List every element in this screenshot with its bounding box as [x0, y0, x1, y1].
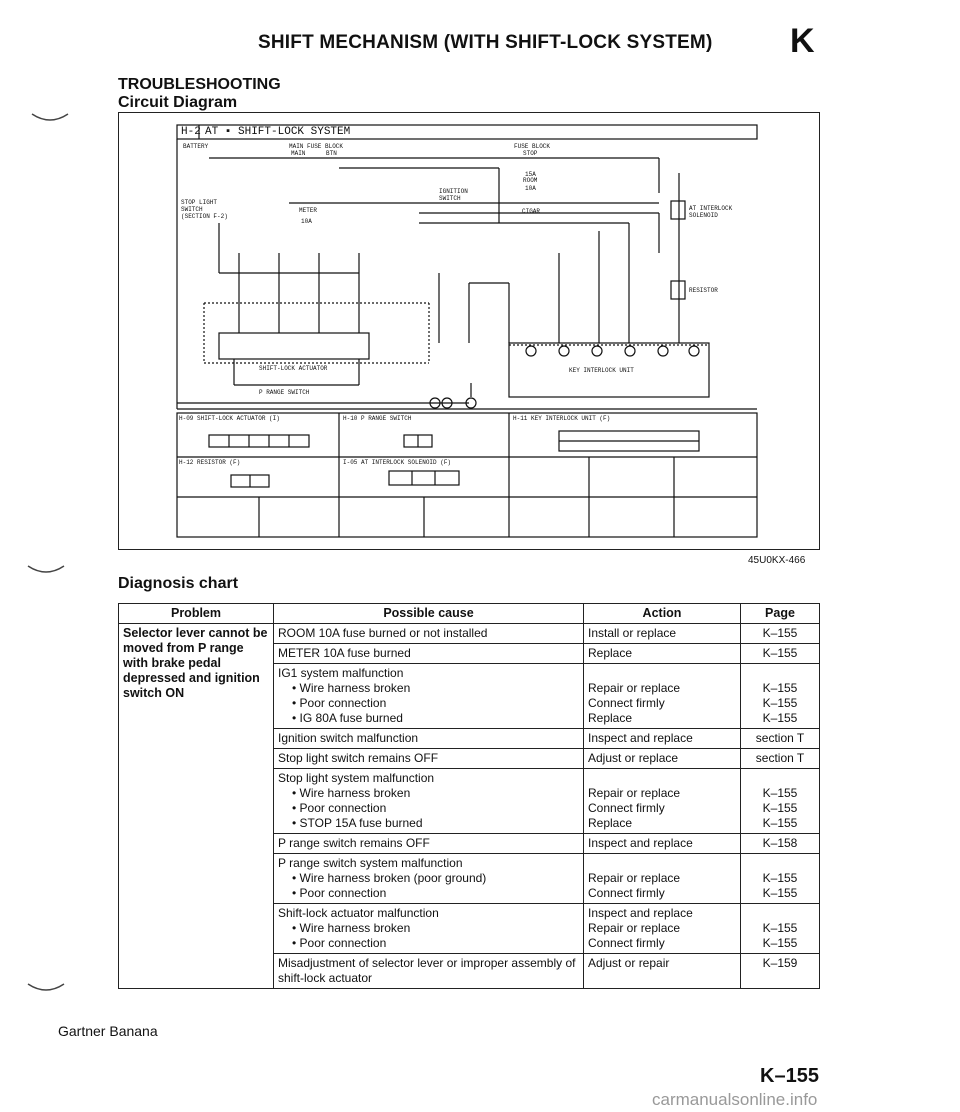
action-cell: Inspect and replace	[584, 729, 741, 749]
table-row	[119, 624, 820, 644]
list-item: • IG 80A fuse burned	[292, 711, 579, 726]
label-stop: STOP	[523, 150, 538, 157]
page-text: K–155	[762, 681, 798, 695]
margin-mark	[30, 108, 70, 128]
action-cell	[584, 664, 741, 729]
cause-bullets	[278, 921, 579, 951]
column-header: Problem	[119, 604, 274, 624]
page-cell: K–158	[741, 834, 820, 854]
site-watermark: carmanualsonline.info	[652, 1090, 818, 1109]
page-text: K–155	[762, 921, 798, 935]
wiring-schematic	[119, 113, 819, 549]
page-cell: K–155	[741, 624, 820, 644]
action-text: Connect firmly	[588, 696, 665, 710]
cause-text: IG1 system malfunction	[278, 666, 404, 680]
watermark-text: Gartner Banana	[58, 1023, 158, 1039]
diagnosis-heading: Diagnosis chart	[118, 575, 239, 592]
label-key-unit: KEY INTERLOCK UNIT	[569, 367, 634, 374]
list-item: • Wire harness broken (poor ground)	[292, 871, 579, 886]
cause-text: Shift-lock actuator malfunction	[278, 906, 439, 920]
label-conn-i05: I-05 AT INTERLOCK SOLENOID (F)	[343, 459, 452, 466]
label-stop-light: STOP LIGHT SWITCH (SECTION F-2)	[181, 199, 228, 220]
label-conn-h09: H-09 SHIFT-LOCK ACTUATOR (I)	[179, 415, 280, 422]
label-meter: METER	[299, 207, 318, 214]
problem-cell: Selector lever cannot be moved from P range with brake pedal depressed and ignition switch ON	[119, 624, 274, 989]
margin-mark	[26, 560, 66, 580]
page-cell: section T	[741, 729, 820, 749]
label-actuator: SHIFT-LOCK ACTUATOR	[259, 365, 328, 372]
section-letter: K	[790, 22, 815, 60]
action-text: Replace	[588, 816, 633, 830]
label-meter-amp: 10A	[301, 218, 312, 225]
troubleshooting-heading: TROUBLESHOOTING	[118, 76, 281, 93]
page-text: K–155	[762, 936, 798, 950]
page-cell: K–159	[741, 954, 820, 989]
action-cell: Inspect and replace	[584, 834, 741, 854]
cause-cell	[274, 664, 584, 729]
page-text: K–155	[762, 711, 798, 725]
list-item: • Wire harness broken	[292, 921, 579, 936]
action-text: Repair or replace	[588, 921, 681, 935]
action-text: Inspect and replace	[588, 906, 693, 920]
cause-cell: Ignition switch malfunction	[274, 729, 584, 749]
page-number: K–155	[760, 1065, 819, 1087]
page-cell: K–155	[741, 644, 820, 664]
list-item: • Wire harness broken	[292, 786, 579, 801]
margin-mark	[26, 978, 66, 998]
cause-cell	[274, 854, 584, 904]
label-stop-amp: 15A	[525, 171, 536, 178]
action-cell: Install or replace	[584, 624, 741, 644]
page-text: K–155	[762, 786, 798, 800]
page-text: K–155	[762, 886, 798, 900]
cause-cell: Misadjustment of selector lever or improper assembly of shift-lock actuator	[274, 954, 584, 989]
action-cell	[584, 769, 741, 834]
cause-bullets	[278, 786, 579, 831]
label-resistor: RESISTOR	[689, 287, 718, 294]
page-text: K–155	[762, 696, 798, 710]
cause-cell: Stop light switch remains OFF	[274, 749, 584, 769]
action-cell	[584, 854, 741, 904]
circuit-diagram-heading: Circuit Diagram	[118, 94, 238, 111]
page-text: K–155	[762, 816, 798, 830]
page-text: K–155	[762, 871, 798, 885]
action-text: Connect firmly	[588, 936, 665, 950]
page-cell	[741, 854, 820, 904]
label-main: MAIN	[291, 150, 306, 157]
list-item: • Poor connection	[292, 801, 579, 816]
label-main-fuse: MAIN FUSE BLOCK	[289, 143, 344, 150]
label-prange: P RANGE SWITCH	[259, 389, 310, 396]
cause-cell	[274, 769, 584, 834]
label-room: ROOM	[523, 177, 538, 184]
label-conn-h12: H-12 RESISTOR (F)	[179, 459, 241, 466]
cause-text: Stop light system malfunction	[278, 771, 435, 785]
action-cell	[584, 904, 741, 954]
diagnosis-table	[118, 603, 820, 989]
action-text: Repair or replace	[588, 871, 681, 885]
section-title	[118, 76, 281, 112]
circuit-diagram	[118, 112, 820, 550]
label-interlock-solenoid: AT INTERLOCK SOLENOID	[689, 205, 733, 219]
list-item: • STOP 15A fuse burned	[292, 816, 579, 831]
cause-cell: ROOM 10A fuse burned or not installed	[274, 624, 584, 644]
cause-cell: METER 10A fuse burned	[274, 644, 584, 664]
page-header-title: SHIFT MECHANISM (WITH SHIFT-LOCK SYSTEM)	[258, 32, 713, 53]
column-header: Action	[584, 604, 741, 624]
cause-text: P range switch system malfunction	[278, 856, 463, 870]
column-header: Page	[741, 604, 820, 624]
action-text: Repair or replace	[588, 681, 681, 695]
cause-bullets	[278, 871, 579, 901]
action-text: Replace	[588, 711, 633, 725]
page-cell	[741, 769, 820, 834]
action-text: Repair or replace	[588, 786, 681, 800]
diagram-title: AT ▪ SHIFT-LOCK SYSTEM	[205, 126, 351, 138]
cause-cell: P range switch remains OFF	[274, 834, 584, 854]
label-conn-h10: H-10 P RANGE SWITCH	[343, 415, 412, 422]
table-header-row	[119, 604, 820, 624]
action-text: Connect firmly	[588, 801, 665, 815]
page-cell	[741, 904, 820, 954]
label-cigar: CIGAR	[522, 208, 541, 215]
label-btn: BTN	[326, 150, 337, 157]
list-item: • Poor connection	[292, 936, 579, 951]
action-cell: Adjust or replace	[584, 749, 741, 769]
label-room-amp: 10A	[525, 185, 536, 192]
label-conn-h11: H-11 KEY INTERLOCK UNIT (F)	[513, 415, 611, 422]
list-item: • Wire harness broken	[292, 681, 579, 696]
label-battery: BATTERY	[183, 143, 209, 150]
action-cell: Replace	[584, 644, 741, 664]
page-cell	[741, 664, 820, 729]
column-header: Possible cause	[274, 604, 584, 624]
diagram-code: H-2	[181, 126, 201, 138]
list-item: • Poor connection	[292, 886, 579, 901]
page-cell: section T	[741, 749, 820, 769]
figure-code: 45U0KX-466	[748, 555, 806, 566]
page-text: K–155	[762, 801, 798, 815]
cause-bullets	[278, 681, 579, 726]
cause-cell	[274, 904, 584, 954]
action-text: Connect firmly	[588, 886, 665, 900]
label-ignition: IGNITION SWITCH	[439, 188, 468, 202]
list-item: • Poor connection	[292, 696, 579, 711]
label-fuse-block: FUSE BLOCK	[514, 143, 551, 150]
action-cell: Adjust or repair	[584, 954, 741, 989]
